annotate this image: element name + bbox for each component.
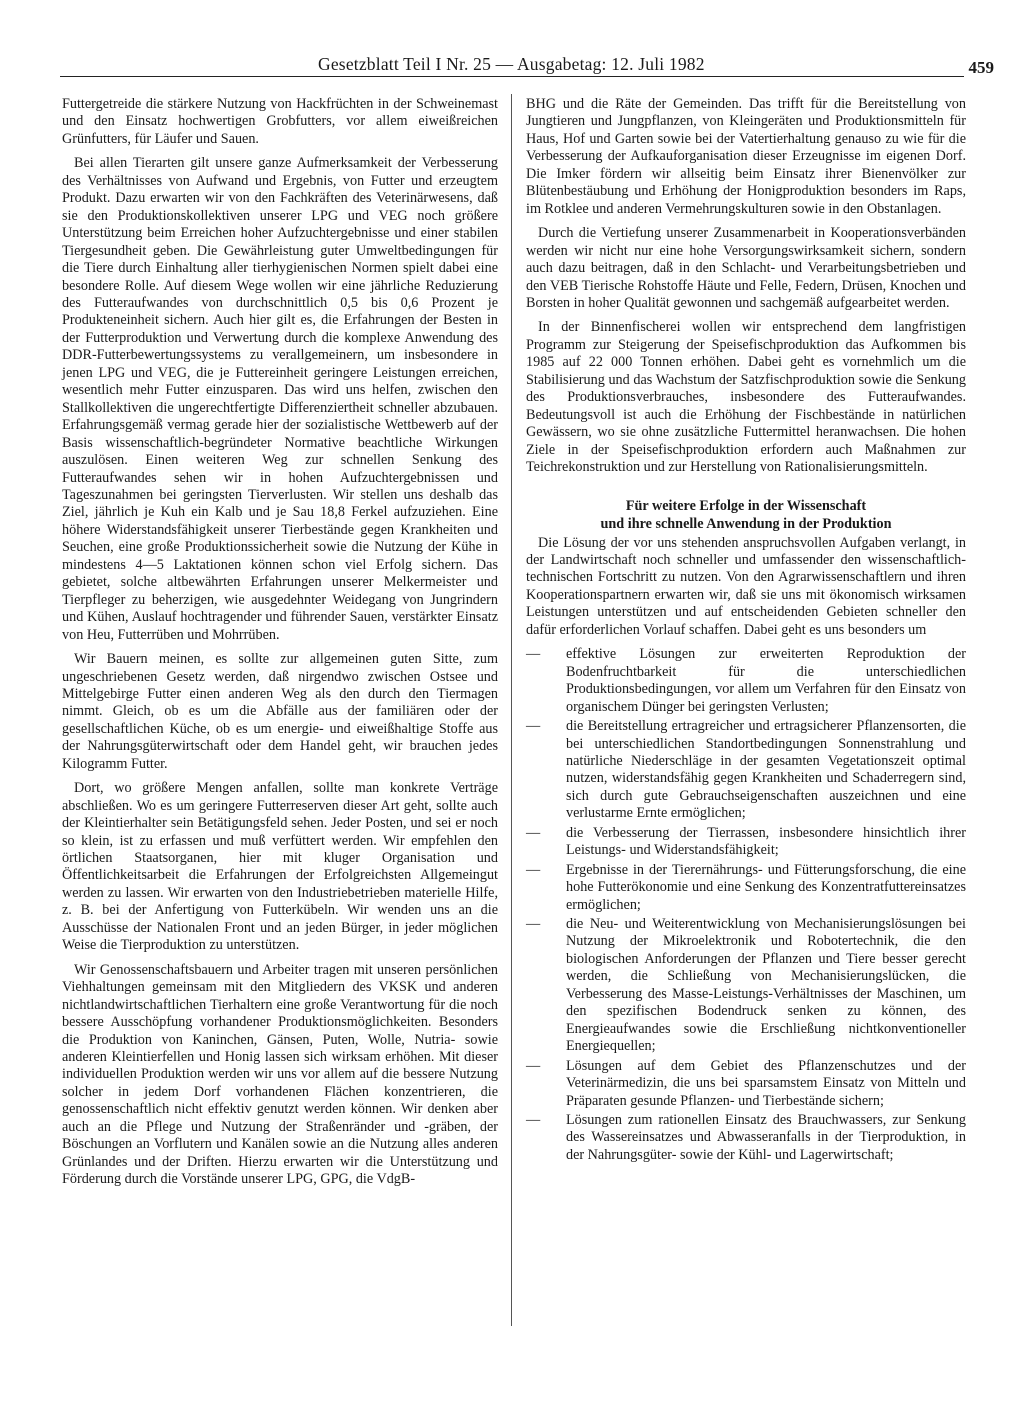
list-item (526, 646, 966, 716)
right-column (526, 96, 966, 1166)
paragraph: Wir Genossenschaftsbauern und Arbeiter tragen mit unseren persönlichen Viehhaltungen gemeinsam mit den Mitgliedern des VKSK und anderen nichtlandwirtschaftlichen Tierhaltern eine große Verantwortung für die noch bessere Ausschöpfung vorhandener Produktionsmöglichkeiten. Besonders die Produktion von Kaninchen, Gänsen, Puten, Wolle, Nutria- sowie anderen Kleintierfellen und Honig lassen sich wirksam erhöhen. Mit dieser individuellen Produktion werden wir uns vor allem auf die bessere Nutzung solcher in jedem Dorf vorhandenen Flächen konzentrieren, die genossenschaftlich nicht effektiv genutzt werden können. Wir denken aber auch an die Pflege und Nutzung der Straßenränder und -gräben, der Böschungen an Vorflutern und Kanälen sowie an die Nutzung alles anderen Grünlandes und der Driften. Hierzu erwarten wir die Unterstützung und Förderung durch die Vorstände unserer LPG, GPG, die VdgB- (62, 961, 498, 1188)
section-heading (526, 497, 966, 533)
dash-bullet: — (526, 1112, 541, 1129)
list-item (526, 1112, 966, 1164)
dash-bullet: — (526, 646, 541, 663)
list-item-text: die Neu- und Weiterentwicklung von Mechanisierungslösungen bei Nutzung der Mikroelektronik und Robotertechnik, die den biologischen Anforderungen der Pflanzen und Tiere besser gerecht werden, die Schließung von Mechanisierungslücken, die Verbesserung des Masse-Leistungs-Verhältnisses der Maschinen, um den spezifischen Bodendruck senken zu können, des Energieaufwandes sowie die Erschließung nichtkonventioneller Energiequellen; (566, 916, 966, 1055)
list-item-text: die Verbesserung der Tierrassen, insbesondere hinsichtlich ihrer Leistungs- und Widerstandsfähigkeit; (566, 824, 966, 859)
list-item (526, 718, 966, 823)
header-rule (60, 76, 964, 77)
paragraph: Durch die Vertiefung unserer Zusammenarbeit in Kooperationsverbänden werden wir nicht nur eine hohe Versorgungswirksamkeit sichern, sondern auch dazu beitragen, daß in den Schlacht- und Verarbeitungsbetrieben und den VEB Tierische Rohstoffe Häute und Felle, Federn, Drüsen, Knochen und Borsten in hoher Qualität gewonnen und sachgemäß aufgearbeitet werden. (526, 225, 966, 311)
list-item-text: Lösungen auf dem Gebiet des Pflanzenschutzes und der Veterinärmedizin, die uns bei sparsamstem Einsatz von Mitteln und Präparaten gesunde Pflanzen- und Tierbestände sichern; (566, 1057, 966, 1109)
paragraph: BHG und die Räte der Gemeinden. Das trifft für die Bereitstellung von Jungtieren und Jungpflanzen, von Kleingeräten und Produktionsmitteln für Haus, Hof und Garten sowie bei der Vatertierhaltung genauso zu wie für die Verbesserung der Aufkauforganisation dieser Erzeugnisse im eigenen Dorf. Die Imker fördern wir allseitig beim Einsatz ihrer Bienenvölker zur Blütenbestäubung und Erhöhung der Honigproduktion besonders im Raps, im Rotklee und anderen Vermehrungskulturen sowie in den Obstanlagen. (526, 96, 966, 217)
paragraph: In der Binnenfischerei wollen wir entsprechend dem langfristigen Programm zur Steigerung der Speisefischproduktion das Aufkommen bis 1985 auf 22 000 Tonnen erhöhen. Dabei geht es vornehmlich um die Stabilisierung und das Wachstum der Satzfischproduktion sowie die Senkung des Produktionsverbrauches, insbesondere des Futteraufwandes. Bedeutungsvoll ist auch die Erhöhung der Fischbestände in natürlichen Gewässern, wo sie ohne zusätzliche Futtermittel heranwachsen. Die hohen Ziele in der Speisefischproduktion erfordern auch Maßnahmen zur Teichrekonstruktion und zur Herstellung von Rationalisierungsmitteln. (526, 319, 966, 476)
list-item-text: Ergebnisse in der Tierernährungs- und Fütterungsforschung, die eine hohe Futterökonomie und eine Senkung des Konzentratfuttereinsatzes ermöglichen; (566, 861, 966, 913)
list-item (526, 1058, 966, 1110)
intro-paragraph: Die Lösung der vor uns stehenden anspruchsvollen Aufgaben verlangt, in der Landwirtschaft noch schneller und umfassender den wissenschaftlich-technischen Fortschritt zu nutzen. Von den Agrarwissenschaftlern und ihren Kooperationspartnern erwarten wir, daß sie uns mit ökonomisch wirksamen Leistungen unterstützen und auf entscheidenden Gebieten schneller den dafür erforderlichen Vorlauf schaffen. Dabei geht es uns besonders um (526, 534, 966, 638)
page-header (60, 54, 994, 80)
list-item-text: effektive Lösungen zur erweiterten Reproduktion der Bodenfruchtbarkeit für die unterschiedlichen Produktionsbedingungen, vor allem um Verfahren für den Einsatz von organischem Dünger bei geringsten Verlusten; (566, 646, 966, 715)
dash-bullet: — (526, 861, 541, 878)
gazette-title: Gesetzblatt Teil I Nr. 25 — Ausgabetag: 12. Juli 1982 (318, 54, 705, 74)
list-item-text: Lösungen zum rationellen Einsatz des Brauchwassers, zur Senkung des Wassereinsatzes und Abwasseranfalls in der Tierproduktion, in der Nahrungsgüter- sowie der Kühl- und Lagerwirtschaft; (566, 1112, 966, 1163)
paragraph: Bei allen Tierarten gilt unsere ganze Aufmerksamkeit der Verbesserung des Verhältnisses von Aufwand und Ergebnis, von Futter und erzeugtem Produkt. Dazu erwarten wir von den Fachkräften des Veterinärwesens, daß sie den Produktionskollektiven unserer LPG und VEG noch größere Unterstützung beim Erreichen hoher Aufzuchtergebnisse und einer stabilen Tiergesundheit geben. Die Gewährleistung guter Umweltbedingungen für die Tiere durch Einhaltung aller tierhygienischen Normen spielt dabei eine besondere Rolle. Auf diesem Wege wollen wir eine jährliche Reduzierung des Futteraufwandes von durchschnittlich 0,5 bis 0,6 Prozent je Produkteneinheit sichern. Auch hier gilt es, die Erfahrungen der Besten in der Futterproduktion und Verwertung durch die komplexe Anwendung des DDR-Futterbewertungssystems zu verallgemeinern, um insbesondere in jenen LPG und VEG, die je Futtereinheit geringere Leistungen erreichen, wesentlich mehr Futter einzusparen. Das wird uns helfen, zwischen den Stallkollektiven die ungerechtfertigte Differenziertheit schneller abzubauen. Erfahrungsgemäß vermag gerade hier der sozialistische Wettbewerb auf der Basis wissenschaftlich-begründeter Normative beachtliche Wirkungen auszulösen. Einen weiteren Weg zur schnellen Senkung des Futteraufwandes sehen wir in hohen Aufzuchtergebnissen und Tageszunahmen bei geringsten Tierverlusten. Wir stellen uns deshalb das Ziel, jährlich je Kuh ein Kalb und je Sau 18,8 Ferkel aufzuziehen. Eine höhere Widerstandsfähigkeit unserer Tierbestände gegen Krankheiten und Seuchen, eine große Produktionssicherheit sowie die Nutzung der Kühe in mindestens 4—5 Laktationen können schon viel Erfolg sichern. Das gebietet, solche altbewährten Erfahrungen unserer Melkermeister und Tierpfleger zu beherzigen, wie ausgedehnter Weidegang von Jungrindern und Kühen, Auslauf hochtragender und führender Sauen, verstärkter Einsatz von Heu, Futterrüben und Mohrrüben. (62, 155, 498, 643)
column-divider (511, 94, 512, 1326)
demands-list (526, 646, 966, 1164)
paragraph: Dort, wo größere Mengen anfallen, sollte man konkrete Verträge abschließen. Wo es um geringere Futterreserven dieser Art geht, sollte auch der Kleintierhalter sein Betätigungsfeld sehen. Jeder Posten, und sei er noch so klein, ist zu erfassen und muß verfüttert werden. Wir empfehlen den örtlichen Staatsorganen, hier mit kluger Organisation und Öffentlichkeitsarbeit die Erfahrungen der Erfolgreichsten Allgemeingut werden zu lassen. Wir erwarten von den Industriebetrieben materielle Hilfe, z. B. bei der Anfertigung von Futterkübeln. Wir wenden uns an die Ausschüsse der Nationalen Front und an jeden Bürger, in jeder möglichen Weise die Tierproduktion zu unterstützen. (62, 780, 498, 954)
list-item (526, 916, 966, 1056)
list-item-text: die Bereitstellung ertragreicher und ertragsicherer Pflanzensorten, die bei unterschiedlichen Standortbedingungen Sonnenstrahlung und natürliche Niederschläge in der gesamten Vegetationszeit optimal nutzen, widerstandsfähig gegen Krankheiten und Schaderregern sind, sich durch gute Gebrauchseigenschaften auszeichnen und eine verlustarme Ernte ermöglichen; (566, 718, 966, 822)
dash-bullet: — (526, 916, 541, 933)
dash-bullet: — (526, 824, 541, 841)
section-heading-line: und ihre schnelle Anwendung in der Produktion (600, 515, 892, 532)
dash-bullet: — (526, 1057, 541, 1074)
paragraph: Wir Bauern meinen, es sollte zur allgemeinen guten Sitte, zum ungeschriebenen Gesetz werden, daß nirgendwo zwischen Ostsee und Mittelgebirge Futter einen anderen Weg als den durch den Tiermagen nimmt. Gleich, ob es um die Abfälle aus der familiären oder der gesellschaftlichen Küche, ob es um energie- und eiweißhaltige Stoffe aus der Nahrungsgüterwirtschaft oder dem Handel geht, wir brauchen jedes Kilogramm Futter. (62, 651, 498, 772)
list-item (526, 862, 966, 914)
left-column (62, 96, 498, 1196)
page-number: 459 (968, 58, 994, 77)
section-heading-line: Für weitere Erfolge in der Wissenschaft (625, 497, 867, 514)
list-item (526, 825, 966, 860)
dash-bullet: — (526, 718, 541, 735)
paragraph: Futtergetreide die stärkere Nutzung von Hackfrüchten in der Schweinemast und den Einsatz hochwertigen Grobfutters, vor allem eiweißreichen Grünfutters, für Läufer und Sauen. (62, 96, 498, 147)
